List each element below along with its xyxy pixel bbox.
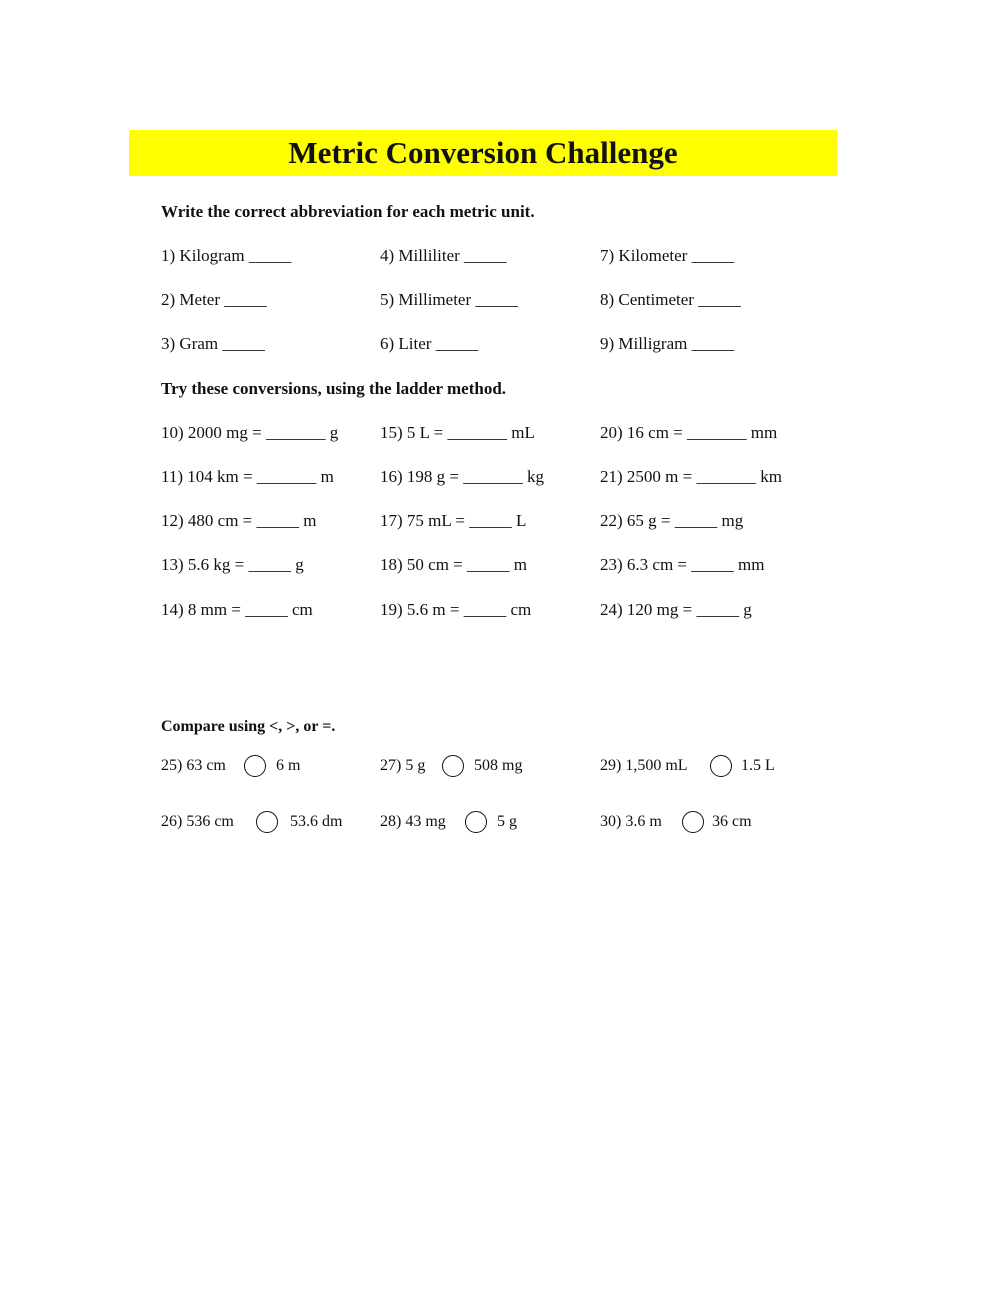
compare-answer-circle[interactable] (465, 811, 487, 833)
page-title: Metric Conversion Challenge (288, 135, 678, 170)
section3-instruction: Compare using <, >, or =. (161, 718, 336, 735)
conversion-item: 23) 6.3 cm = _____ mm (600, 555, 765, 574)
conversion-item: 13) 5.6 kg = _____ g (161, 555, 304, 574)
compare-left-value: 28) 43 mg (380, 813, 446, 830)
conversion-item: 20) 16 cm = _______ mm (600, 423, 778, 442)
compare-answer-circle[interactable] (256, 811, 278, 833)
abbreviation-item: 1) Kilogram _____ (161, 246, 292, 265)
abbreviation-item: 7) Kilometer _____ (600, 246, 735, 265)
conversion-item: 21) 2500 m = _______ km (600, 467, 782, 486)
conversion-item: 15) 5 L = _______ mL (380, 423, 535, 442)
section1-instruction: Write the correct abbreviation for each metric unit. (161, 202, 535, 221)
compare-right-value: 508 mg (474, 757, 523, 774)
abbreviation-item: 3) Gram _____ (161, 334, 265, 353)
conversion-item: 24) 120 mg = _____ g (600, 600, 752, 619)
compare-answer-circle[interactable] (682, 811, 704, 833)
compare-right-value: 53.6 dm (290, 813, 343, 830)
conversion-item: 22) 65 g = _____ mg (600, 511, 744, 530)
compare-left-value: 30) 3.6 m (600, 813, 662, 830)
conversion-item: 12) 480 cm = _____ m (161, 511, 317, 530)
conversion-item: 16) 198 g = _______ kg (380, 467, 544, 486)
abbreviation-item: 6) Liter _____ (380, 334, 479, 353)
compare-left-value: 26) 536 cm (161, 813, 234, 830)
conversion-item: 14) 8 mm = _____ cm (161, 600, 313, 619)
section2-instruction: Try these conversions, using the ladder method. (161, 379, 507, 398)
compare-left-value: 27) 5 g (380, 757, 426, 774)
compare-left-value: 25) 63 cm (161, 757, 226, 774)
conversion-item: 11) 104 km = _______ m (161, 467, 334, 486)
compare-right-value: 1.5 L (741, 757, 775, 774)
abbreviation-item: 9) Milligram _____ (600, 334, 735, 353)
abbreviation-item: 5) Millimeter _____ (380, 290, 518, 309)
abbreviation-item: 4) Milliliter _____ (380, 246, 507, 265)
conversion-item: 19) 5.6 m = _____ cm (380, 600, 532, 619)
compare-right-value: 36 cm (712, 813, 752, 830)
conversion-item: 18) 50 cm = _____ m (380, 555, 527, 574)
abbreviation-item: 8) Centimeter _____ (600, 290, 741, 309)
compare-left-value: 29) 1,500 mL (600, 757, 688, 774)
abbreviation-item: 2) Meter _____ (161, 290, 267, 309)
title-banner (129, 130, 837, 176)
conversion-item: 10) 2000 mg = _______ g (161, 423, 339, 442)
compare-answer-circle[interactable] (244, 755, 266, 777)
compare-right-value: 6 m (276, 757, 301, 774)
compare-right-value: 5 g (497, 813, 517, 830)
compare-answer-circle[interactable] (442, 755, 464, 777)
conversion-item: 17) 75 mL = _____ L (380, 511, 527, 530)
compare-answer-circle[interactable] (710, 755, 732, 777)
